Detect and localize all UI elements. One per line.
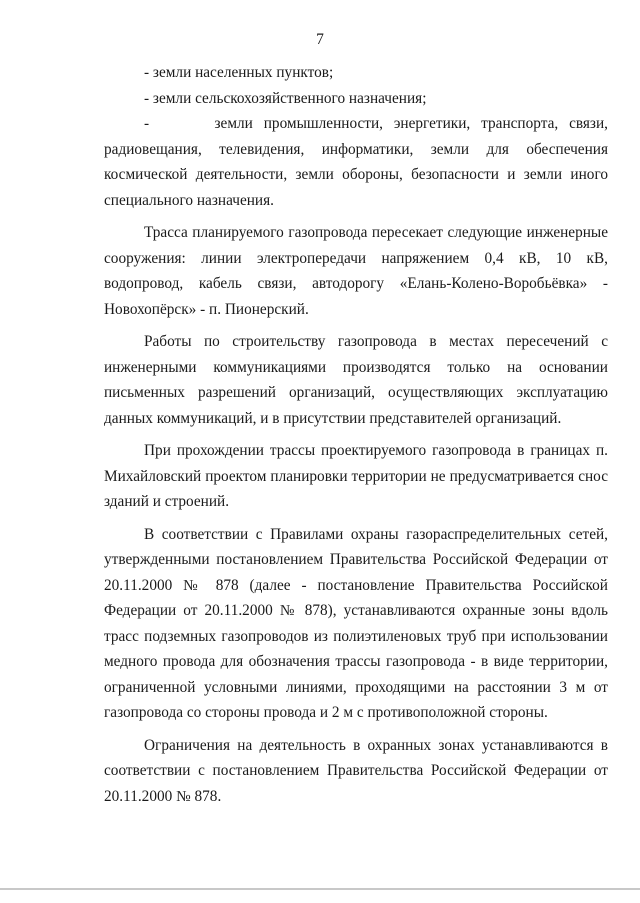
list-item: - земли сельскохозяйственного назначения; [144,89,427,107]
paragraph: Ограничения на деятельность в охранных зонах устанавливаются в соответствии с постановлением Правительства Российской Федерации от 20.11.2000 № 878. [104,736,608,805]
scan-edge-line [0,888,640,890]
paragraph: При прохождении трассы проектируемого газопровода в границах п. Михайловский проектом планировки территории не предусматривается снос зданий и строений. [104,442,608,510]
paragraph: В соответствии с Правилами охраны газораспределительных сетей, утвержденными постановлением Правительства Российской Федерации от 20.11.2000 № 878 (далее - постановление Правительства Российской Федерации от 20.11.2000 № 878), устанавливаются охранные зоны вдоль трасс подземных газопроводов из полиэтиленовых труб при использовании медного провода для обозначения трассы газопровода - в виде территории, ограниченной условными линиями, проходящими на расстоянии 3 м от газопровода со стороны провода и 2 м с противоположной стороны. [104,525,608,721]
paragraph: Работы по строительству газопровода в местах пересечений с инженерными коммуникациями производятся только на основании письменных разрешений организаций, осуществляющих эксплуатацию данных коммуникаций, и в присутствии представителей организаций. [104,333,608,427]
page-number: 7 [316,31,324,48]
document-body [104,60,612,809]
list-item: - земли населенных пунктов; [144,64,334,81]
paragraph: Трасса планируемого газопровода пересекает следующие инженерные сооружения: линии электропередачи напряжением 0,4 кВ, 10 кВ, водопровод, кабель связи, автодорогу «Елань-Колено-Воробьёвка» - Новохопёрск» - п. Пионерский. [104,224,608,318]
list-item: - земли промышленности, энергетики, транспорта, связи, радиовещания, телевидения, информатики, земли для обеспечения космической деятельности, земли обороны, безопасности и земли иного специального назначения. [104,115,612,209]
